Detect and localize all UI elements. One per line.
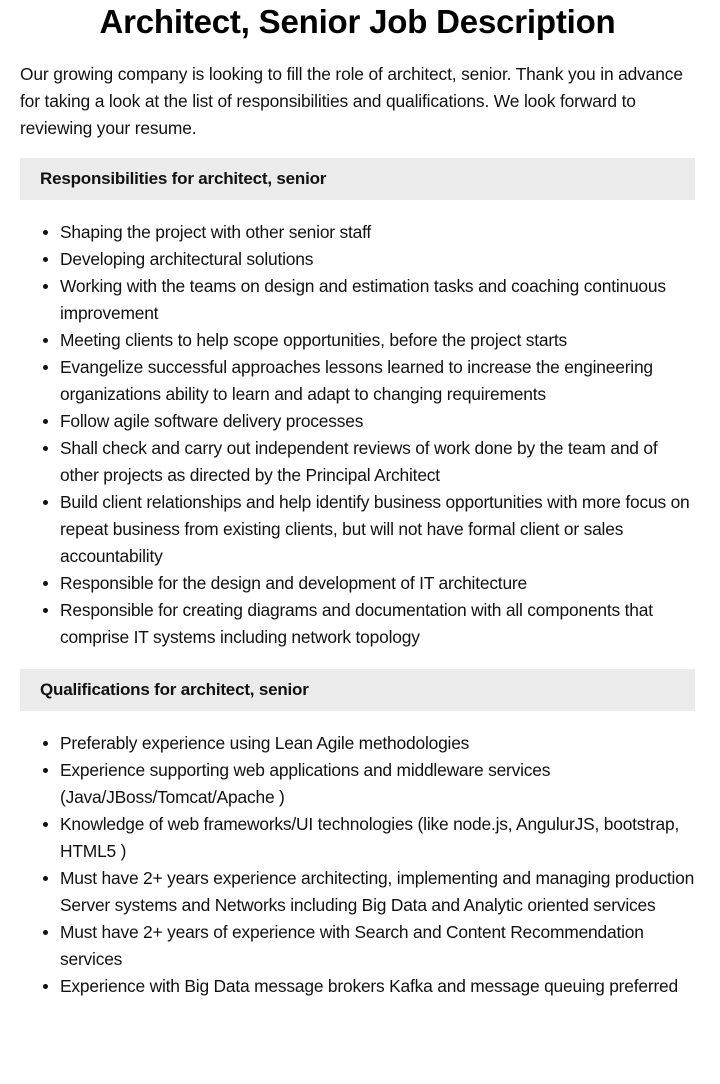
list-item [60, 246, 695, 273]
list-item [60, 757, 695, 811]
list-item-text: Follow agile software delivery processes [60, 411, 364, 431]
list-item-text: Evangelize successful approaches lessons learned to increase the engineering organizations ability to learn and adapt to changing requirements [60, 357, 653, 404]
list-item-text: Developing architectural solutions [60, 249, 314, 269]
list-item [60, 327, 695, 354]
list-item-text: Responsible for creating diagrams and documentation with all components that comprise IT systems including network topology [60, 600, 653, 647]
list-item [60, 435, 695, 489]
list-item [60, 489, 695, 570]
list-item [60, 597, 695, 651]
bullet-icon [43, 500, 48, 505]
list-item-text: Experience supporting web applications and middleware services (Java/JBoss/Tomcat/Apache ) [60, 760, 551, 807]
bullet-icon [43, 741, 48, 746]
list-item [60, 408, 695, 435]
intro-paragraph: Our growing company is looking to fill the role of architect, senior. Thank you in advance for taking a look at the list of responsibilities and qualifications. We look forward to reviewing your resume. [20, 64, 683, 138]
list-item-text: Responsible for the design and development of IT architecture [60, 573, 527, 593]
list-item-text: Meeting clients to help scope opportunities, before the project starts [60, 330, 568, 350]
bullet-icon [43, 257, 48, 262]
list-item-text: Must have 2+ years experience architecting, implementing and managing production Server systems and Networks including Big Data and Analytic oriented services [60, 868, 695, 915]
bullet-icon [43, 284, 48, 289]
page-title: Architect, Senior Job Description [99, 3, 616, 40]
bullet-icon [43, 768, 48, 773]
responsibilities-list [20, 219, 695, 651]
bullet-icon [43, 338, 48, 343]
qualifications-heading: Qualifications for architect, senior [20, 669, 695, 711]
bullet-icon [43, 822, 48, 827]
list-item [60, 273, 695, 327]
list-item-text: Must have 2+ years of experience with Search and Content Recommendation services [60, 922, 644, 969]
bullet-icon [43, 984, 48, 989]
list-item-text: Knowledge of web frameworks/UI technologies (like node.js, AngulurJS, bootstrap, HTML5 ) [60, 814, 680, 861]
bullet-icon [43, 446, 48, 451]
list-item [60, 730, 695, 757]
list-item-text: Working with the teams on design and estimation tasks and coaching continuous improvement [60, 276, 666, 323]
list-item [60, 354, 695, 408]
list-item-text: Shall check and carry out independent reviews of work done by the team and of other projects as directed by the Principal Architect [60, 438, 658, 485]
list-item-text: Shaping the project with other senior staff [60, 222, 372, 242]
bullet-icon [43, 365, 48, 370]
bullet-icon [43, 876, 48, 881]
list-item [60, 811, 695, 865]
bullet-icon [43, 230, 48, 235]
qualifications-list [20, 730, 695, 1000]
responsibilities-heading: Responsibilities for architect, senior [20, 158, 695, 200]
bullet-icon [43, 608, 48, 613]
list-item [60, 865, 695, 919]
bullet-icon [43, 419, 48, 424]
list-item-text: Preferably experience using Lean Agile methodologies [60, 733, 470, 753]
bullet-icon [43, 581, 48, 586]
list-item-text: Build client relationships and help identify business opportunities with more focus on repeat business from existing clients, but will not have formal client or sales accountability [60, 492, 690, 566]
list-item [60, 973, 695, 1000]
list-item [60, 219, 695, 246]
bullet-icon [43, 930, 48, 935]
list-item [60, 919, 695, 973]
list-item [60, 570, 695, 597]
list-item-text: Experience with Big Data message brokers Kafka and message queuing preferred [60, 976, 678, 996]
